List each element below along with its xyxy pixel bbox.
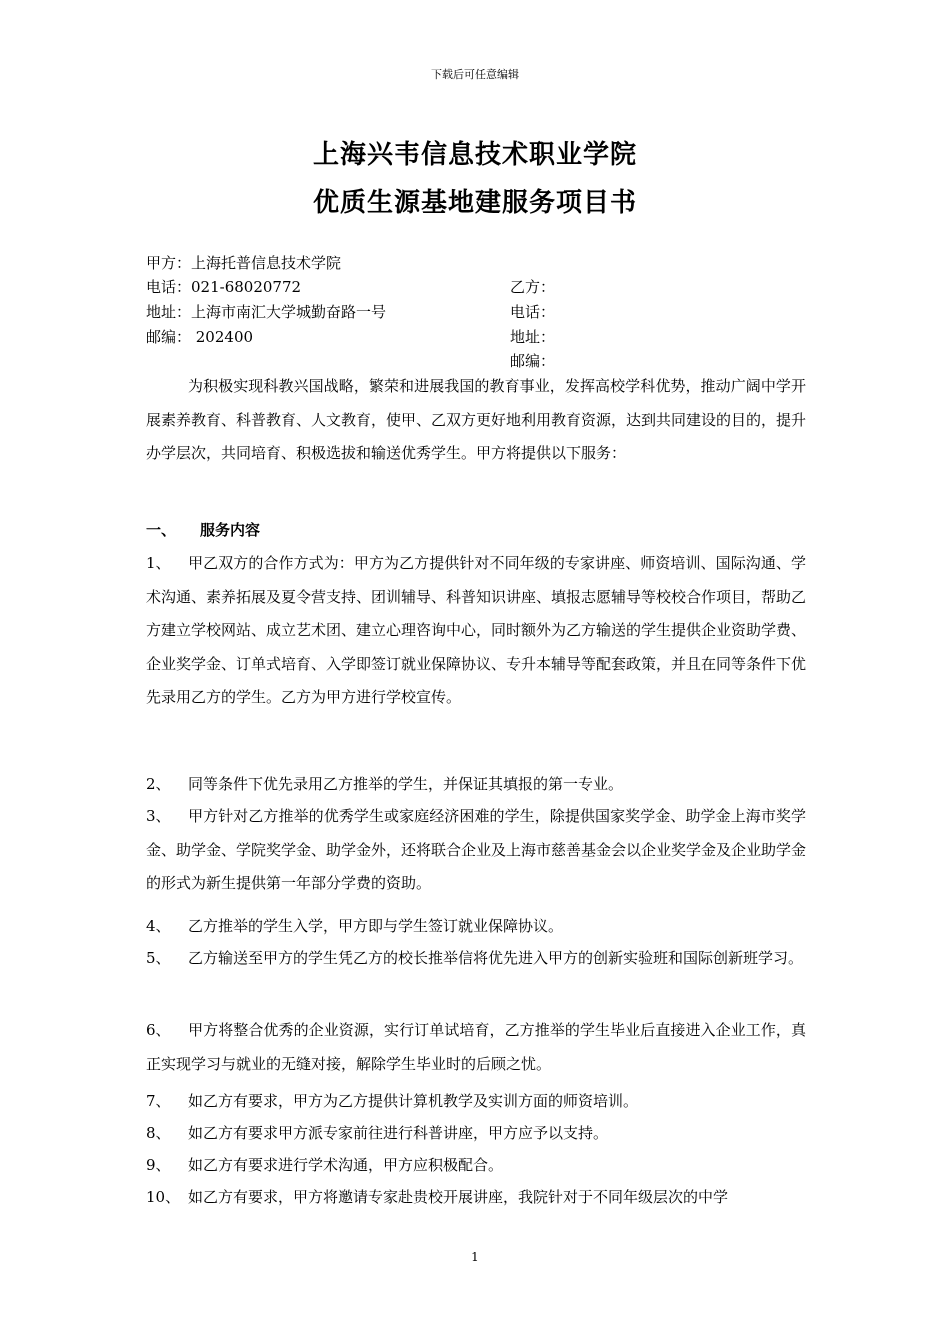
page-number: 1 bbox=[471, 1250, 479, 1264]
party-a-address: 地址：上海市南汇大学城勤奋路一号 bbox=[146, 303, 387, 321]
party-b-postcode: 邮编： bbox=[510, 352, 556, 370]
document-title-line2: 优质生源基地建服务项目书 bbox=[312, 188, 637, 218]
list-item bbox=[146, 910, 806, 944]
item-number: 2、 bbox=[146, 775, 171, 793]
item-number: 9、 bbox=[146, 1156, 171, 1174]
item-text: 如乙方有要求进行学术沟通，甲方应积极配合。 bbox=[188, 1156, 504, 1174]
party-a-name: 甲方：上海托普信息技术学院 bbox=[146, 254, 342, 272]
section-number: 一、 bbox=[146, 521, 177, 539]
item-number: 4、 bbox=[146, 917, 171, 935]
item-text: 如乙方有要求甲方派专家前往进行科普讲座，甲方应予以支持。 bbox=[188, 1124, 609, 1142]
list-item bbox=[146, 1014, 806, 1081]
list-item bbox=[146, 800, 806, 901]
item-text: 如乙方有要求，甲方为乙方提供计算机教学及实训方面的师资培训。 bbox=[188, 1092, 639, 1110]
item-number: 1、 bbox=[146, 554, 171, 572]
section-title: 服务内容 bbox=[200, 521, 261, 539]
header-note: 下载后可任意编辑 bbox=[431, 68, 519, 81]
item-text: 同等条件下优先录用乙方推举的学生，并保证其填报的第一专业。 bbox=[188, 775, 624, 793]
item-text: 乙方推举的学生入学，甲方即与学生签订就业保障协议。 bbox=[188, 917, 564, 935]
list-item bbox=[146, 1149, 806, 1183]
list-item bbox=[146, 768, 806, 802]
item-number: 6、 bbox=[146, 1021, 171, 1039]
party-b-name: 乙方： bbox=[510, 278, 556, 296]
item-number: 8、 bbox=[146, 1124, 171, 1142]
item-number: 7、 bbox=[146, 1092, 171, 1110]
list-item bbox=[146, 1085, 806, 1119]
item-number: 5、 bbox=[146, 949, 171, 967]
item-text: 甲方将整合优秀的企业资源，实行订单试培育，乙方推举的学生毕业后直接进入企业工作，真正实现学习与就业的无缝对接，解除学生毕业时的后顾之忧。 bbox=[146, 1021, 806, 1073]
list-item bbox=[146, 942, 806, 976]
item-text: 乙方输送至甲方的学生凭乙方的校长推举信将优先进入甲方的创新实验班和国际创新班学习。 bbox=[188, 949, 804, 967]
document-title-line1: 上海兴韦信息技术职业学院 bbox=[312, 140, 637, 170]
party-b-address: 地址： bbox=[510, 328, 556, 346]
item-text: 甲乙双方的合作方式为：甲方为乙方提供针对不同年级的专家讲座、师资培训、国际沟通、学术沟通、素养拓展及夏令营支持、团训辅导、科普知识讲座、填报志愿辅导等校校合作项目，帮助乙方建立学校网站、成立艺术团、建立心理咨询中心，同时额外为乙方输送的学生提供企业资助学费、企业奖学金、订单式培育、入学即签订就业保障协议、专升本辅导等配套政策，并且在同等条件下优先录用乙方的学生。乙方为甲方进行学校宣传。 bbox=[146, 554, 807, 706]
section-heading bbox=[146, 519, 260, 540]
item-text: 如乙方有要求，甲方将邀请专家赴贵校开展讲座，我院针对于不同年级层次的中学 bbox=[188, 1188, 729, 1206]
item-text: 甲方针对乙方推举的优秀学生或家庭经济困难的学生，除提供国家奖学金、助学金上海市奖学金、助学金、学院奖学金、助学金外，还将联合企业及上海市慈善基金会以企业奖学金及企业助学金的形式为新生提供第一年部分学费的资助。 bbox=[146, 807, 807, 892]
intro-paragraph: 为积极实现科教兴国战略，繁荣和进展我国的教育事业，发挥高校学科优势，推动广阔中学开展素养教育、科普教育、人文教育，使甲、乙双方更好地利用教育资源，达到共同建设的目的，提升办学层次，共同培育、积极选拔和输送优秀学生。甲方将提供以下服务： bbox=[146, 377, 807, 462]
party-a-postcode: 邮编： 202400 bbox=[146, 328, 254, 346]
list-item bbox=[146, 1181, 806, 1215]
party-a-phone: 电话：021-68020772 bbox=[146, 278, 302, 296]
party-b-phone: 电话： bbox=[510, 303, 556, 321]
item-number: 10、 bbox=[146, 1188, 181, 1206]
item-number: 3、 bbox=[146, 807, 171, 825]
list-item bbox=[146, 547, 806, 715]
list-item bbox=[146, 1117, 806, 1151]
